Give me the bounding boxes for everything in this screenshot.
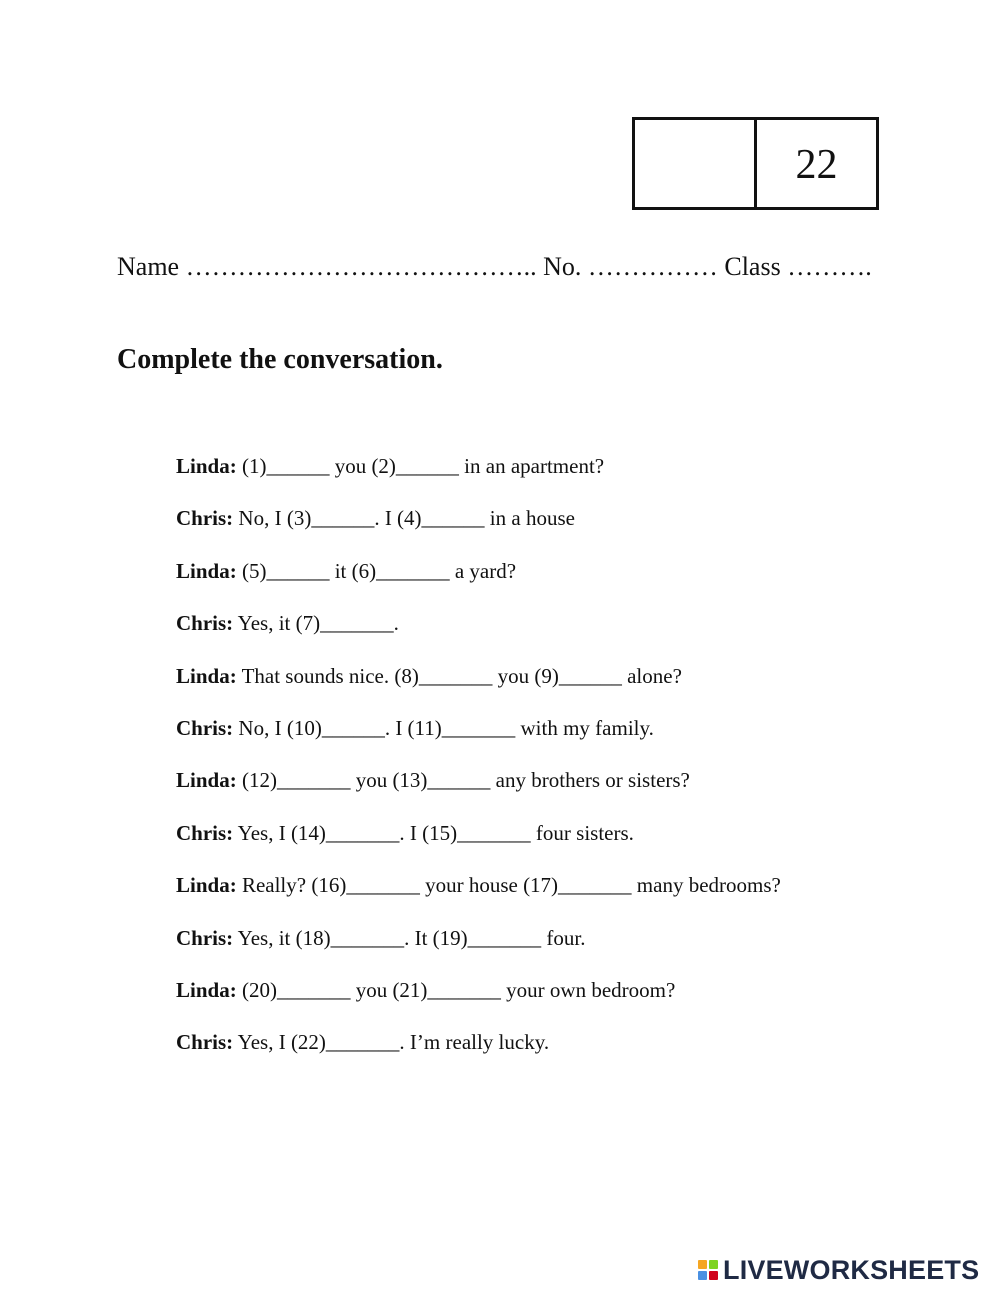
logo-block [709, 1271, 718, 1280]
speaker-label: Chris: [176, 820, 234, 845]
name-number-class-line: Name ………………………………….. No. …………… Class ………. [117, 252, 872, 281]
speaker-label: Chris: [176, 611, 234, 636]
line-text: (5)______ it (6)_______ a yard? [236, 558, 517, 583]
speaker-label: Chris: [176, 715, 234, 740]
line-text: That sounds nice. (8)_______ you (9)______ alone? [236, 663, 682, 688]
conversation-line [176, 923, 781, 975]
line-text: Really? (16)_______ your house (17)_______ many bedrooms? [236, 873, 781, 898]
score-max-cell: 22 [795, 141, 838, 188]
logo-text: LIVEWORKSHEETS [723, 1254, 980, 1285]
conversation-line [176, 713, 781, 765]
line-text: Yes, I (22)_______. I’m really lucky. [233, 1030, 550, 1055]
speaker-label: Linda: [176, 977, 237, 1002]
logo-block [698, 1271, 707, 1280]
conversation-line [176, 1027, 781, 1079]
line-text: No, I (3)______. I (4)______ in a house [233, 506, 575, 531]
conversation-line [176, 503, 781, 555]
instruction-heading: Complete the conversation. [117, 344, 443, 375]
line-text: Yes, I (14)_______. I (15)_______ four sisters. [233, 820, 634, 845]
speaker-label: Chris: [176, 506, 234, 531]
conversation-line [176, 451, 781, 503]
logo-block [698, 1260, 707, 1269]
line-text: (1)______ you (2)______ in an apartment? [236, 454, 605, 478]
speaker-label: Linda: [176, 663, 237, 688]
speaker-label: Linda: [176, 768, 237, 793]
speaker-label: Chris: [176, 925, 234, 950]
conversation-line [176, 608, 781, 660]
line-text: (20)_______ you (21)_______ your own bedroom? [236, 977, 676, 1002]
conversation-line [176, 661, 781, 713]
score-obtained-cell [635, 120, 757, 207]
speaker-label: Linda: [176, 454, 237, 478]
speaker-label: Chris: [176, 1030, 234, 1055]
line-text: No, I (10)______. I (11)_______ with my family. [233, 715, 654, 740]
conversation-line [176, 818, 781, 870]
speaker-label: Linda: [176, 558, 237, 583]
speaker-label: Linda: [176, 873, 237, 898]
logo-block [709, 1260, 718, 1269]
score-box [632, 117, 879, 210]
logo-blocks-icon [698, 1260, 718, 1280]
conversation-line [176, 556, 781, 608]
liveworksheets-logo[interactable] [698, 1254, 979, 1286]
conversation-line [176, 765, 781, 817]
line-text: Yes, it (18)_______. It (19)_______ four. [233, 925, 586, 950]
conversation-line [176, 975, 781, 1027]
conversation-line [176, 870, 781, 922]
conversation-list [176, 451, 781, 1080]
line-text: Yes, it (7)_______. [233, 611, 399, 636]
line-text: (12)_______ you (13)______ any brothers or sisters? [236, 768, 690, 793]
